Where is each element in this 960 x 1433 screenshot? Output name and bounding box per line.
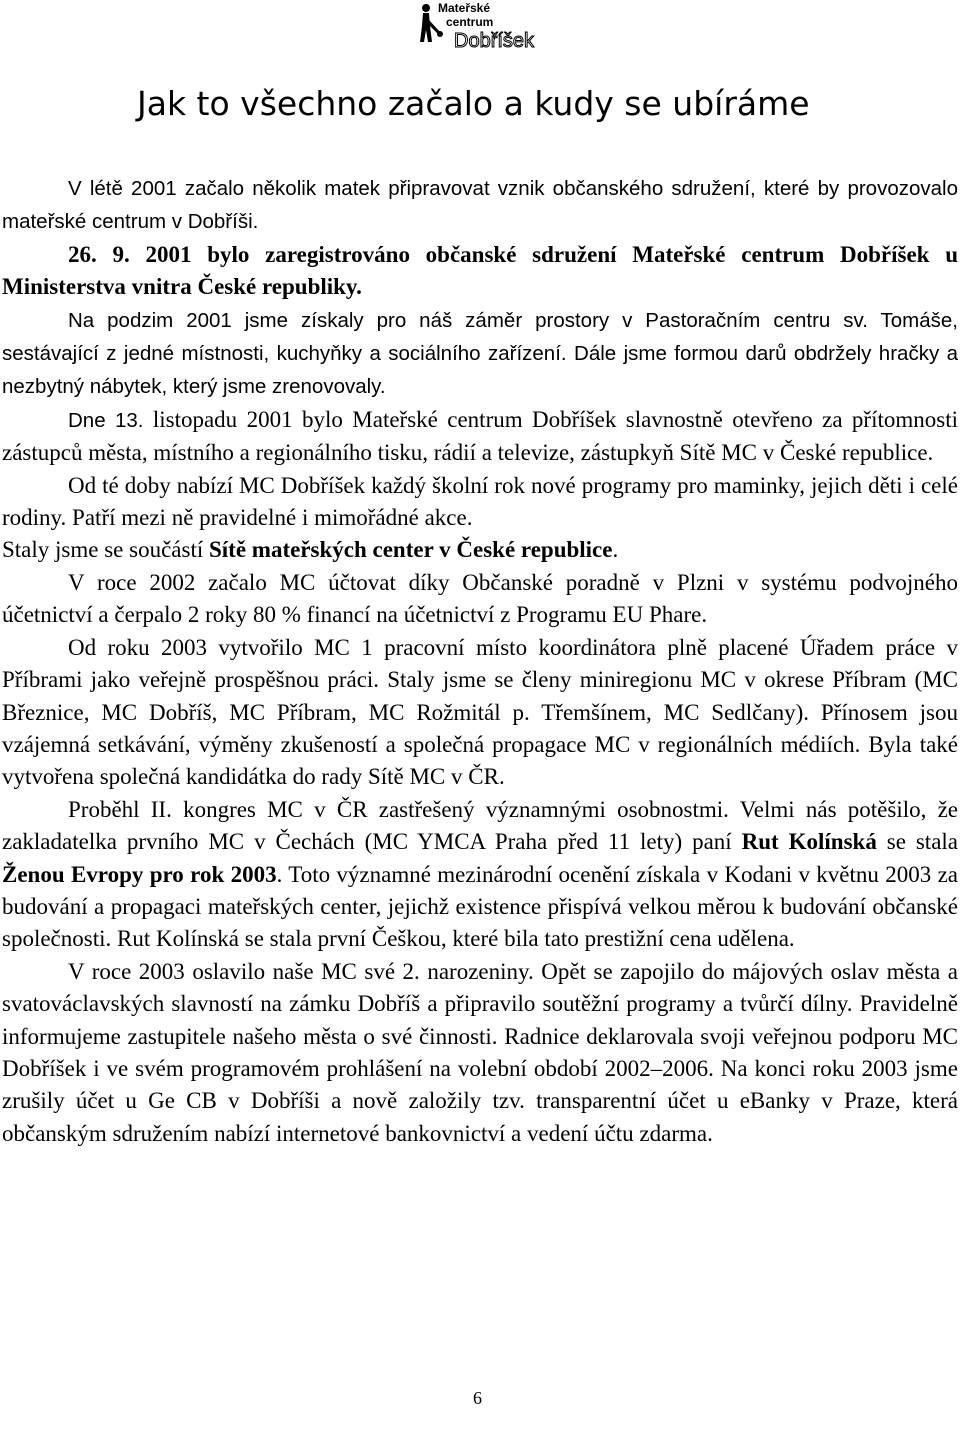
paragraph-2: 26. 9. 2001 bylo zaregistrováno občanské sdružení Mateřské centrum Dobříšek u Ministerstva vnitra České republiky.: [2, 241, 958, 300]
paragraph-10: V roce 2003 oslavilo naše MC své 2. narozeniny. Opět se zapojilo do májových oslav města a svatováclavských slavností na zámku Dobříš a připravilo soutěžní programy a tvůrčí dílny. Pravidelně informujeme zastupitele našeho města o své činnosti. Radnice deklarovala svoji veřejnou podporu MC Dobříšek i ve svém programovém prohlášení na volební období 2002–2006. Na konci roku 2003 jsme zrušily účet u Ge CB v Dobříši a nově založily tzv. transparentní účet u eBanky v Praze, která občanským sdružením nabízí internetové bankovnictví a vedení účtu zdarma.: [2, 958, 958, 1146]
paragraph-4: Dne 13. listopadu 2001 bylo Mateřské centrum Dobříšek slavnostně otevřeno za přítomnosti zástupců města, místního a regionálního tisku, rádií a televize, zástupkyň Sítě MC v České republice.: [2, 406, 958, 466]
logo: [418, 2, 540, 52]
page-number: 6: [473, 1388, 482, 1408]
paragraph-3: Na podzim 2001 jsme získaly pro náš záměr prostory v Pastoračním centru sv. Tomáše, sestávající z jedné místnosti, kuchyňky a sociálního zařízení. Dále jsme formou darů obdržely hračky a nezbytný nábytek, který jsme zrenovovaly.: [2, 308, 958, 399]
article-body: [2, 172, 958, 1150]
logo-line-2: centrum: [446, 15, 494, 29]
page-title: Jak to všechno začalo a kudy se ubíráme: [137, 84, 810, 123]
paragraph-5: Od té doby nabízí MC Dobříšek každý školní rok nové programy pro maminky, jejich děti i celé rodiny. Patří mezi ně pravidelné i mimořádné akce.: [2, 472, 958, 531]
paragraph-1: V létě 2001 začalo několik matek připravovat vznik občanského sdružení, které by provozovalo mateřské centrum v Dobříši.: [2, 177, 958, 234]
paragraph-7: V roce 2002 začalo MC účtovat díky Občanské poradně v Plzni v systému podvojného účetnictví a čerpalo 2 roky 80 % financí na účetnictví z Programu EU Phare.: [2, 569, 958, 628]
paragraph-6: Staly jsme se součástí Sítě mateřských center v České republice.: [2, 537, 619, 563]
logo-line-3: Dobříšek: [454, 30, 535, 52]
logo-line-1: Mateřské: [438, 1, 491, 15]
paragraph-9: Proběhl II. kongres MC v ČR zastřešený významnými osobnostmi. Velmi nás potěšilo, že zakladatelka prvního MC v Čechách (MC YMCA Praha před 11 lety) paní Rut Kolínská se stala Ženou Evropy pro rok 2003. Toto významné mezinárodní ocenění získala v Kodani v květnu 2003 za budování a propagaci mateřských center, jejichž existence přispívá velkou měrou k budování občanské společnosti. Rut Kolínská se stala první Češkou, které bila tato prestižní cena udělena.: [2, 796, 959, 952]
paragraph-8: Od roku 2003 vytvořilo MC 1 pracovní místo koordinátora plně placené Úřadem práce v Příbrami jako veřejně prospěšnou práci. Staly jsme se členy miniregionu MC v okrese Příbram (MC Březnice, MC Dobříš, MC Příbram, MC Rožmitál p. Třemšínem, MC Sedlčany). Přínosem jsou vzájemná setkávání, výměny zkušeností a společná propagace MC v regionálních médiích. Byla také vytvořena společná kandidátka do rady Sítě MC v ČR.: [2, 634, 958, 790]
